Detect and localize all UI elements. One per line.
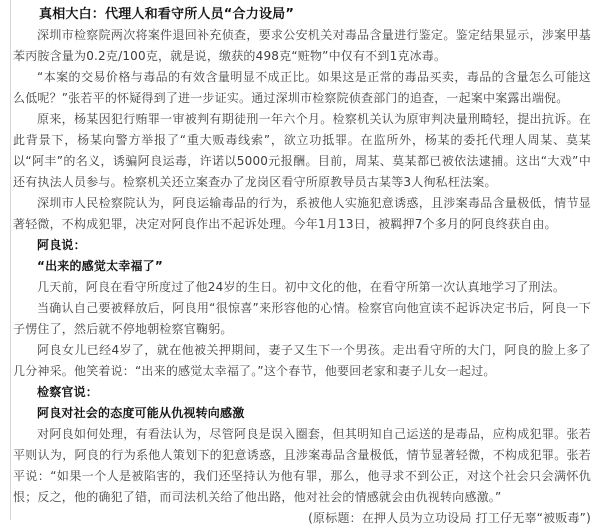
original-title-note: (原标题：在押人员为立功设局 打工仔无辜“被贩毒”) [308, 511, 591, 525]
article-page [10, 0, 600, 525]
paragraph-prosecutor-opinion: 对阿良如何处理，有看法认为，尽管阿良是误入圈套，但其明知自己运送的是毒品，应构成犯罪。张若平则认为，阿良的行为系他人策划下的犯意诱惑，且涉案毒品含量极低，情节显著轻微，不构成犯罪。张若平说：“如果一个人是被陷害的，我们还坚持认为他有罪，那么，他寻求不到公正，对这个社会只会满怀仇恨；反之，他的确犯了错，而司法机关给了他出路，他对社会的情感就会由仇视转向感激。” [13, 427, 591, 504]
article-title: 真相大白：代理人和看守所人员“合力设局” [39, 7, 295, 22]
section-heading-attitude-shift: 阿良对社会的态度可能从仇视转向感激 [37, 406, 245, 420]
paragraph-family-reunion: 阿良女儿已经4岁了，就在他被关押期间，妻子又生下一个男孩。走出看守所的大门，阿良的脸上多了几分神采。他笑着说：“出来的感觉太幸福了。”这个春节，他要回老家和妻子儿女一起过。 [13, 343, 591, 378]
section-heading-happiness-quote: “出来的感觉太幸福了” [37, 259, 163, 273]
section-heading-prosecutor-says: 检察官说： [37, 385, 99, 399]
paragraph-release-reaction: 当确认自己要被释放后，阿良用“很惊喜”来形容他的心情。检察官向他宣读不起诉决定书后，阿良一下子愣住了，然后就不停地朝检察官鞠躬。 [13, 301, 591, 336]
section-heading-aliang-says: 阿良说： [37, 238, 86, 252]
paragraph-scheme-revealed: 原来，杨某因犯行贿罪一审被判有期徒刑一年六个月。检察机关认为原审判决量刑畸轻，提出抗诉。在此背景下，杨某向警方举报了“重大贩毒线索”，欲立功抵罪。在监所外，杨某的委托代理人周某、莫某以“阿丰”的名义，诱骗阿良运毒，许诺以5000元报酬。目前，周某、莫某都已被依法逮捕。这出“大戏”中还有执法人员参与。检察机关还立案查办了龙岗区看守所原教导员古某等3人徇私枉法案。 [13, 112, 591, 189]
paragraph-birthday: 几天前，阿良在看守所度过了他24岁的生日。初中文化的他，在看守所第一次认真地学习了刑法。 [37, 280, 566, 294]
paragraph-price-doubt: “本案的交易价格与毒品的有效含量明显不成正比。如果这是正常的毒品买卖，毒品的含量怎么可能这么低呢？”张若平的怀疑得到了进一步证实。通过深圳市检察院侦查部门的追查，一起案中案露出端倪。 [13, 70, 591, 105]
paragraph-case-review: 深圳市检察院两次将案件退回补充侦查，要求公安机关对毒品含量进行鉴定。鉴定结果显示，涉案甲基苯丙胺含量为0.2克/100克，就是说，缴获的498克“赃物”中仅有不到1克冰毒。 [13, 28, 591, 63]
paragraph-non-prosecution-decision: 深圳市人民检察院认为，阿良运输毒品的行为，系被他人实施犯意诱惑，且涉案毒品含量极低，情节显著轻微，不构成犯罪，决定对阿良作出不起诉处理。今年1月13日，被羁押7个多月的阿良终获自由。 [13, 196, 591, 231]
